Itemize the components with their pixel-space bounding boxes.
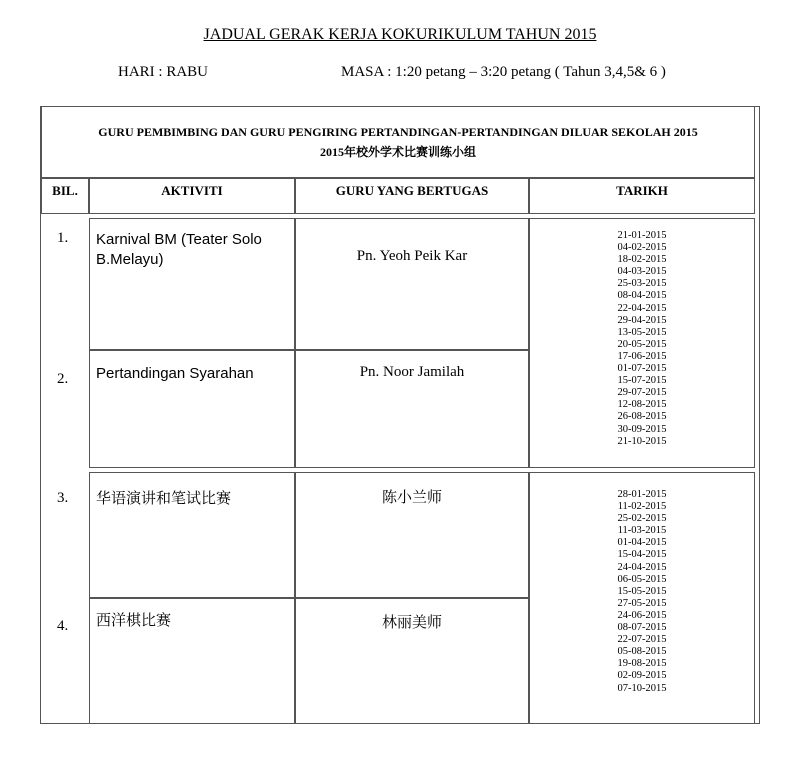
date-item: 29-04-2015	[617, 314, 667, 326]
row4-aktiviti: 西洋棋比赛	[96, 612, 172, 629]
date-item: 25-02-2015	[617, 513, 667, 525]
date-item: 22-04-2015	[617, 302, 667, 314]
col-header-guru: GURU YANG BERTUGAS	[335, 183, 489, 198]
date-item: 29-07-2015	[617, 387, 667, 399]
day-info: HARI : RABU	[118, 64, 209, 80]
date-item: 01-07-2015	[617, 363, 667, 375]
date-item: 05-08-2015	[617, 646, 667, 658]
table-header-box	[41, 106, 755, 178]
date-item: 19-08-2015	[617, 658, 667, 670]
row3-guru: 陈小兰师	[381, 490, 442, 506]
date-item: 21-01-2015	[617, 230, 667, 241]
document-title: JADUAL GERAK KERJA KOKURIKULUM TAHUN 2015	[203, 26, 597, 43]
date-item: 24-04-2015	[617, 561, 667, 573]
row3-bil: 3.	[57, 490, 69, 506]
row1-guru: Pn. Yeoh Peik Kar	[356, 248, 468, 264]
table-header-line1: GURU PEMBIMBING DAN GURU PENGIRING PERTANDINGAN-PERTANDINGAN DILUAR SEKOLAH 2015	[98, 125, 698, 139]
row3-aktiviti: 华语演讲和笔试比赛	[96, 490, 232, 507]
date-item: 17-06-2015	[617, 350, 667, 362]
time-info: MASA : 1:20 petang – 3:20 petang ( Tahun 3,4,5& 6 )	[341, 64, 666, 80]
row4-guru: 林丽美师	[381, 615, 442, 631]
date-item: 04-02-2015	[617, 242, 667, 254]
dates-group1	[529, 230, 755, 448]
date-item: 20-05-2015	[617, 338, 667, 350]
date-item: 15-07-2015	[617, 375, 667, 387]
date-item: 04-03-2015	[617, 266, 667, 278]
date-item: 22-07-2015	[617, 634, 667, 646]
date-item: 15-05-2015	[617, 585, 667, 597]
date-item: 30-09-2015	[617, 423, 667, 435]
row4-bil: 4.	[57, 618, 69, 634]
date-item: 02-09-2015	[617, 670, 667, 682]
row1-guru-cell	[295, 218, 529, 350]
col-header-aktiviti: AKTIVITI	[161, 183, 223, 198]
row1-bil: 1.	[57, 230, 69, 246]
date-item: 26-08-2015	[617, 411, 667, 423]
col-header-bil: BIL.	[52, 183, 78, 198]
dates-group2	[529, 489, 755, 695]
date-item: 08-04-2015	[617, 290, 667, 302]
date-item: 13-05-2015	[617, 326, 667, 338]
date-item: 24-06-2015	[617, 609, 667, 621]
date-item: 28-01-2015	[617, 489, 667, 500]
date-item: 06-05-2015	[617, 573, 667, 585]
date-item: 21-10-2015	[617, 435, 667, 447]
col-header-tarikh: TARIKH	[616, 183, 668, 198]
table-header-line2: 2015年校外学术比赛训练小组	[319, 145, 476, 159]
date-item: 11-03-2015	[617, 525, 667, 537]
date-item: 18-02-2015	[617, 254, 667, 266]
date-item: 12-08-2015	[617, 399, 667, 411]
date-item: 01-04-2015	[617, 537, 667, 549]
date-item: 08-07-2015	[617, 622, 667, 634]
row2-aktiviti: Pertandingan Syarahan	[96, 365, 254, 382]
row2-guru: Pn. Noor Jamilah	[359, 364, 465, 380]
date-item: 11-02-2015	[617, 501, 667, 513]
date-item: 27-05-2015	[617, 597, 667, 609]
row1-aktiviti: Karnival BM (Teater Solo B.Melayu)	[96, 231, 262, 268]
date-item: 15-04-2015	[617, 549, 667, 561]
date-item: 07-10-2015	[617, 682, 667, 694]
row2-bil: 2.	[57, 371, 69, 387]
date-item: 25-03-2015	[617, 278, 667, 290]
